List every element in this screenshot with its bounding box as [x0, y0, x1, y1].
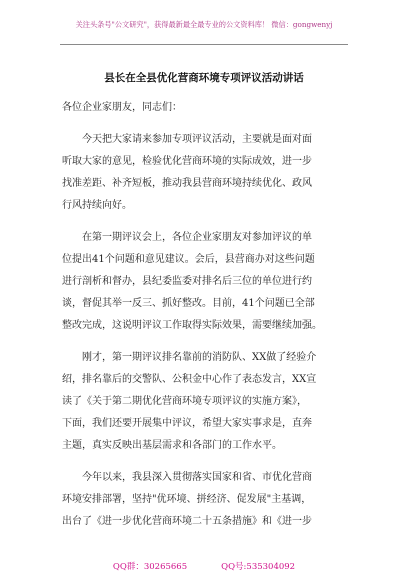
paragraph-line: 进行剖析和督办，县纪委监委对排名后三位的单位进行约 — [62, 276, 312, 287]
paragraph — [62, 347, 350, 457]
paragraph — [62, 227, 350, 337]
document-title: 县长在全县优化营商环境专项评议活动讲话 — [104, 72, 304, 84]
document-body — [62, 97, 350, 543]
paragraph-line: 今年以来，我县深入贯彻落实国家和省、市优化营商 — [82, 472, 312, 483]
paragraph-line: 位提出41个问题和意见建议。会后，县营商办对这些问题 — [62, 254, 315, 265]
paragraph-line: 绍，排名靠后的交警队、公积金中心作了表态发言，XX宣 — [62, 374, 317, 385]
paragraph-line: 找准差距、补齐短板，推动我县营商环境持续优化、政风 — [62, 178, 312, 189]
header-divider — [60, 44, 348, 45]
header-banner: 关注头条号"公文研究"，获得最新最全最专业的公文资料库！ 微信：gongwenyj — [75, 20, 333, 29]
paragraph — [62, 467, 350, 533]
paragraph-line: 在第一期评议会上，各位企业家朋友对参加评议的单 — [82, 232, 312, 243]
salutation: 各位企业家朋友，同志们： — [62, 102, 182, 113]
paragraph-line: 今天把大家请来参加专项评议活动，主要就是面对面 — [82, 134, 312, 145]
paragraph-line: 出台了《进一步优化营商环境二十五条措施》和《进一步 — [62, 516, 312, 527]
paragraph-line: 整改完成，这说明评议工作取得实际效果，需要继续加强。 — [62, 320, 322, 331]
paragraph-line: 听取大家的意见，检验优化营商环境的实际成效，进一步 — [62, 156, 312, 167]
qq-number: QQ号:535304092 — [221, 562, 296, 572]
paragraph — [62, 129, 350, 217]
paragraph-line: 谈，督促其举一反三、抓好整改。目前，41个问题已全部 — [62, 298, 315, 309]
paragraph-line: 下面，我们还要开展集中评议，希望大家实事求是，直奔 — [62, 418, 312, 429]
paragraph-list — [62, 129, 350, 533]
paragraph-line: 环境安排部署，坚持"优环境、拼经济、促发展"主基调， — [62, 494, 312, 505]
qq-group-number: QQ群：30265665 — [112, 562, 188, 572]
paragraph-line: 读了《关于第二期优化营商环境专项评议的实施方案》， — [62, 396, 307, 407]
footer-contacts — [0, 560, 408, 572]
paragraph-line: 刚才，第一期评议排名靠前的消防队、XX做了经验介 — [82, 352, 317, 363]
paragraph-line: 行风持续向好。 — [62, 200, 132, 211]
paragraph-line: 主题，真实反映出基层需求和各部门的工作水平。 — [62, 440, 282, 451]
